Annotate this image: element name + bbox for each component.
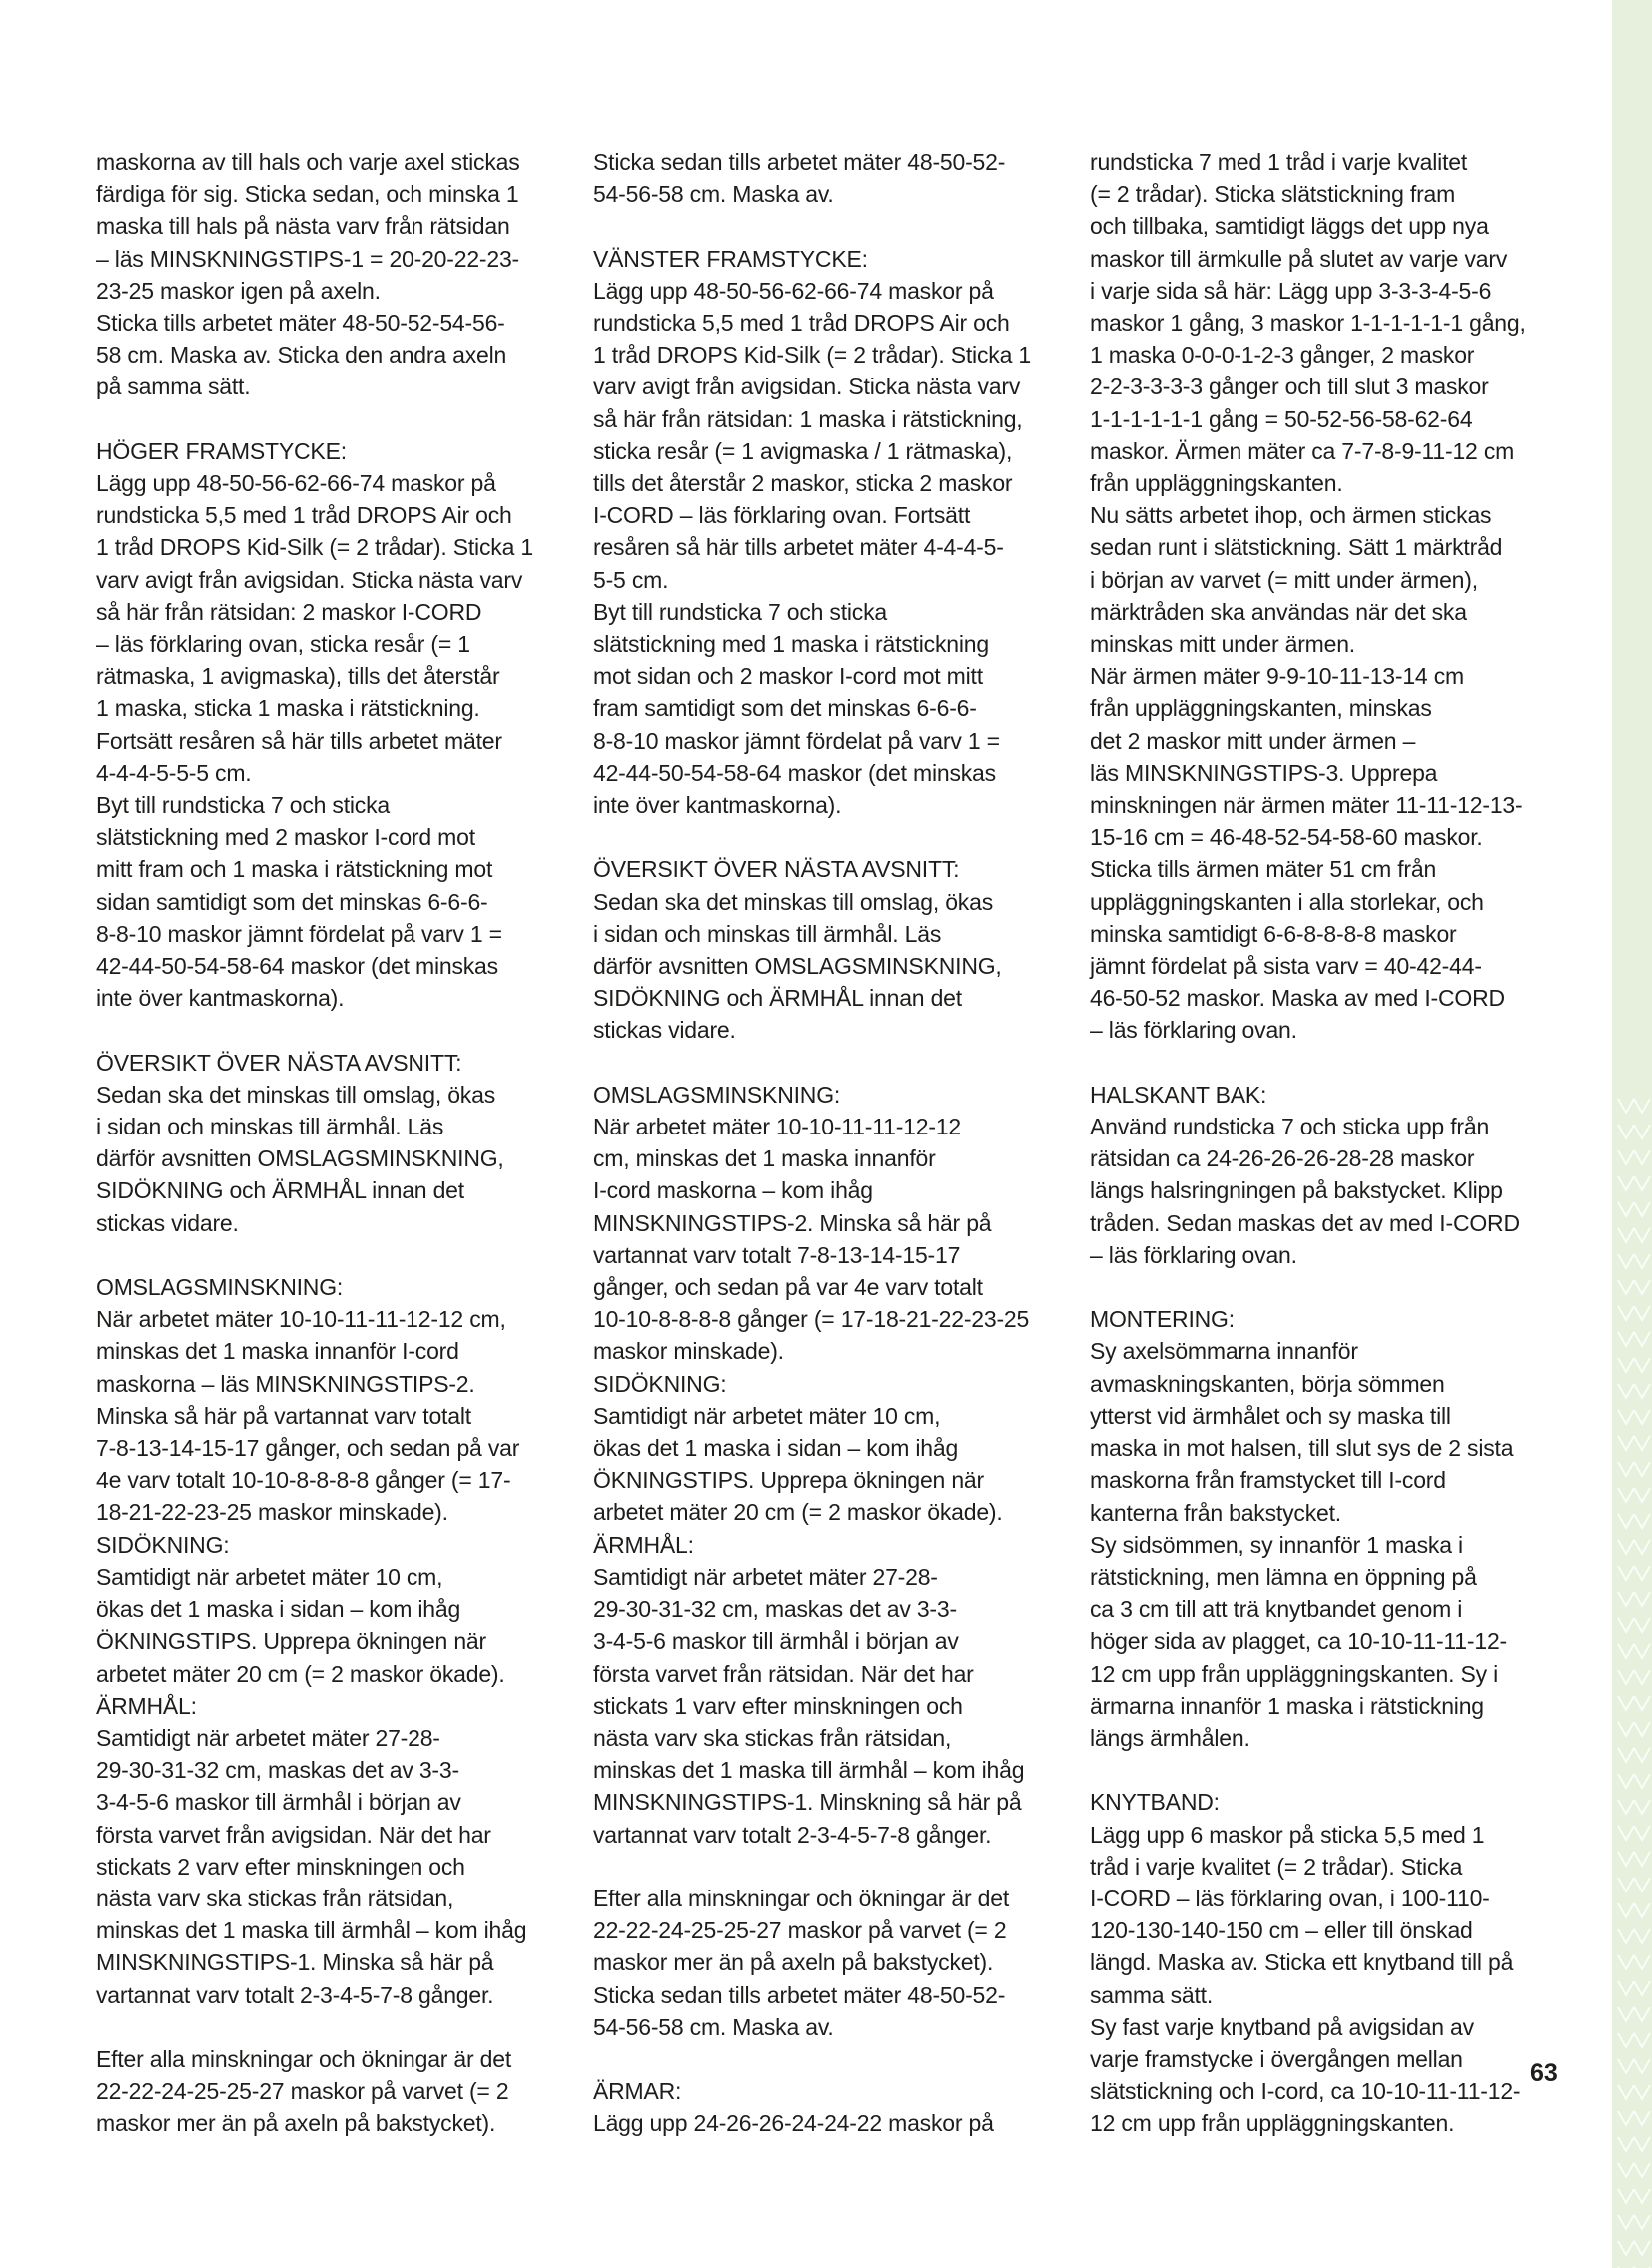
paragraph: HÖGER FRAMSTYCKE: Lägg upp 48-50-56-62-66-74 maskor på rundsticka 5,5 med 1 tråd DROPS Air och 1 tråd DROPS Kid-Silk (= 2 trådar). Sticka 1 varv avigt från avigsidan. Sticka nästa varv så här från rätsidan: 2 maskor I-CORD – läs förklaring ovan, sticka resår (= 1 rätmaska, 1 avigmaska), tills det återstår 1 maska, sticka 1 maska i rätstickning. Fortsätt resåren så här tills arbetet mäter 4-4-4-5-5-5 cm. Byt till rundsticka 7 och sticka slätstickning med 2 maskor I-cord mot mitt fram och 1 maska i rätstickning mot sidan samtidigt som det minskas 6-6-6- 8-8-10 maskor jämnt fördelat på varv 1 = 42-44-50-54-58-64 maskor (det minskas inte över kantmaskorna).: [96, 437, 533, 1012]
paragraph: Sticka sedan tills arbetet mäter 48-50-52- 54-56-58 cm. Maska av.: [593, 149, 1006, 208]
paragraph: KNYTBAND: Lägg upp 6 maskor på sticka 5,5 med 1 tråd i varje kvalitet (= 2 trådar). Sticka I-CORD – läs förklaring ovan, i 100-110- 120-130-140-150 cm – eller till önskad längd. Maska av. Sticka ett knytband till på samma sätt. Sy fast varje knytband på avigsidan av varje framstycke i övergången mellan slätstickning och I-cord, ca 10-10-11-11-12- 12 cm upp från uppläggningskanten.: [1090, 1789, 1521, 2137]
paragraph: VÄNSTER FRAMSTYCKE: Lägg upp 48-50-56-62-66-74 maskor på rundsticka 5,5 med 1 tråd DROPS Air och 1 tråd DROPS Kid-Silk (= 2 trådar). Sticka 1 varv avigt från avigsidan. Sticka nästa varv så här från rätsidan: 1 maska i rätstickning, sticka resår (= 1 avigmaska / 1 rätmaska), tills det återstår 2 maskor, sticka 2 maskor I-CORD – läs förklaring ovan. Fortsätt resåren så här tills arbetet mäter 4-4-4-5- 5-5 cm. Byt till rundsticka 7 och sticka slätstickning med 1 maska i rätstickning mot sidan och 2 maskor I-cord mot mitt fram samtidigt som det minskas 6-6-6- 8-8-10 maskor jämnt fördelat på varv 1 = 42-44-50-54-58-64 maskor (det minskas inte över kantmaskorna).: [593, 245, 1031, 819]
paragraph: ÄRMAR: Lägg upp 24-26-26-24-24-22 maskor på: [593, 2078, 994, 2137]
paragraph: MONTERING: Sy axelsömmarna innanför avmaskningskanten, börja sömmen ytterst vid ärmhålet och sy maska till maska in mot halsen, till slut sys de 2 sista maskorna från framstycket till I-cord kanterna från bakstycket. Sy sidsömmen, sy innanför 1 maska i rätstickning, men lämna en öppning på ca 3 cm till att trä knytbandet genom i höger sida av plagget, ca 10-10-11-11-12- 12 cm upp från uppläggningskanten. Sy i ärmarna innanför 1 maska i rätstickning längs ärmhålen.: [1090, 1306, 1514, 1751]
text-column-2: [593, 146, 1063, 2140]
text-column-3: [1090, 146, 1559, 2140]
paragraph: HALSKANT BAK: Använd rundsticka 7 och sticka upp från rätsidan ca 24-26-26-26-28-28 maskor längs halsringningen på bakstycket. Klipp tråden. Sedan maskas det av med I-CORD – läs förklaring ovan.: [1090, 1081, 1520, 1268]
decorative-knit-stripe: [1612, 0, 1652, 2268]
paragraph: OMSLAGSMINSKNING: När arbetet mäter 10-10-11-11-12-12 cm, minskas det 1 maska innanför I-cord maskorna – läs MINSKNINGSTIPS-2. Minska så här på vartannat varv totalt 7-8-13-14-15-17 gånger, och sedan på var 4e varv totalt 10-10-8-8-8-8 gånger (= 17- 18-21-22-23-25 maskor minskade). SIDÖKNING: Samtidigt när arbetet mäter 10 cm, ökas det 1 maska i sidan – kom ihåg ÖKNINGSTIPS. Upprepa ökningen när arbetet mäter 20 cm (= 2 maskor ökade). ÄRMHÅL: Samtidigt när arbetet mäter 27-28- 29-30-31-32 cm, maskas det av 3-3- 3-4-5-6 maskor till ärmhål i början av första varvet från avigsidan. När det har stickats 2 varv efter minskningen och nästa varv ska stickas från rätsidan, minskas det 1 maska till ärmhål – kom ihåg MINSKNINGSTIPS-1. Minska så här på vartannat varv totalt 2-3-4-5-7-8 gånger.: [96, 1274, 527, 2008]
knit-pattern-icon: [1612, 0, 1652, 2268]
page-number: 63: [1530, 2059, 1558, 2087]
paragraph: rundsticka 7 med 1 tråd i varje kvalitet (= 2 trådar). Sticka slätstickning fram och tillbaka, samtidigt läggs det upp nya maskor till ärmkulle på slutet av varje varv i varje sida så här: Lägg upp 3-3-3-4-5-6 maskor 1 gång, 3 maskor 1-1-1-1-1-1 gång, 1 maska 0-0-0-1-2-3 gånger, 2 maskor 2-2-3-3-3-3 gånger och till slut 3 maskor 1-1-1-1-1-1 gång = 50-52-56-58-62-64 maskor. Ärmen mäter ca 7-7-8-9-11-12 cm från uppläggningskanten. Nu sätts arbetet ihop, och ärmen stickas sedan runt i slätstickning. Sätt 1 märktråd i början av varvet (= mitt under ärmen), märktråden ska användas när det ska minskas mitt under ärmen. När ärmen mäter 9-9-10-11-13-14 cm från uppläggningskanten, minskas det 2 maskor mitt under ärmen – läs MINSKNINGSTIPS-3. Upprepa minskningen när ärmen mäter 11-11-12-13- 15-16 cm = 46-48-52-54-58-60 maskor. Sticka tills ärmen mäter 51 cm från uppläggningskanten i alla storlekar, och minska samtidigt 6-6-8-8-8-8 maskor jämnt fördelat på sista varv = 40-42-44- 46-50-52 maskor. Maska av med I-CORD – läs förklaring ovan.: [1090, 149, 1526, 1044]
paragraph: Efter alla minskningar och ökningar är det 22-22-24-25-25-27 maskor på varvet (= 2 maskor mer än på axeln på bakstycket). Sticka sedan tills arbetet mäter 48-50-52- 54-56-58 cm. Maska av.: [593, 1885, 1010, 2040]
text-column-1: [96, 146, 565, 2140]
paragraph: ÖVERSIKT ÖVER NÄSTA AVSNITT: Sedan ska det minskas till omslag, ökas i sidan och minskas till ärmhål. Läs därför avsnitten OMSLAGSMINSKNING, SIDÖKNING och ÄRMHÅL innan det stickas vidare.: [96, 1049, 504, 1236]
paragraph: Efter alla minskningar och ökningar är det 22-22-24-25-25-27 maskor på varvet (= 2 maskor mer än på axeln på bakstycket).: [96, 2045, 512, 2137]
knit-chevron-pattern: [1618, 1099, 1650, 2268]
paragraph: ÖVERSIKT ÖVER NÄSTA AVSNITT: Sedan ska det minskas till omslag, ökas i sidan och minskas till ärmhål. Läs därför avsnitten OMSLAGSMINSKNING, SIDÖKNING och ÄRMHÅL innan det stickas vidare.: [593, 856, 1002, 1044]
paragraph: OMSLAGSMINSKNING: När arbetet mäter 10-10-11-11-12-12 cm, minskas det 1 maska innanför I-cord maskorna – kom ihåg MINSKNINGSTIPS-2. Minska så här på vartannat varv totalt 7-8-13-14-15-17 gånger, och sedan på var 4e varv totalt 10-10-8-8-8-8 gånger (= 17-18-21-22-23-25 maskor minskade). SIDÖKNING: Samtidigt när arbetet mäter 10 cm, ökas det 1 maska i sidan – kom ihåg ÖKNINGSTIPS. Upprepa ökningen när arbetet mäter 20 cm (= 2 maskor ökade). ÄRMHÅL: Samtidigt när arbetet mäter 27-28- 29-30-31-32 cm, maskas det av 3-3- 3-4-5-6 maskor till ärmhål i början av första varvet från rätsidan. När det har stickats 1 varv efter minskningen och nästa varv ska stickas från rätsidan, minskas det 1 maska till ärmhål – kom ihåg MINSKNINGSTIPS-1. Minskning så här på vartannat varv totalt 2-3-4-5-7-8 gånger.: [593, 1081, 1030, 1848]
paragraph: maskorna av till hals och varje axel stickas färdiga för sig. Sticka sedan, och minska 1 maska till hals på nästa varv från rätsidan – läs MINSKNINGSTIPS-1 = 20-20-22-23- 23-25 maskor igen på axeln. Sticka tills arbetet mäter 48-50-52-54-56- 58 cm. Maska av. Sticka den andra axeln på samma sätt.: [96, 149, 520, 400]
